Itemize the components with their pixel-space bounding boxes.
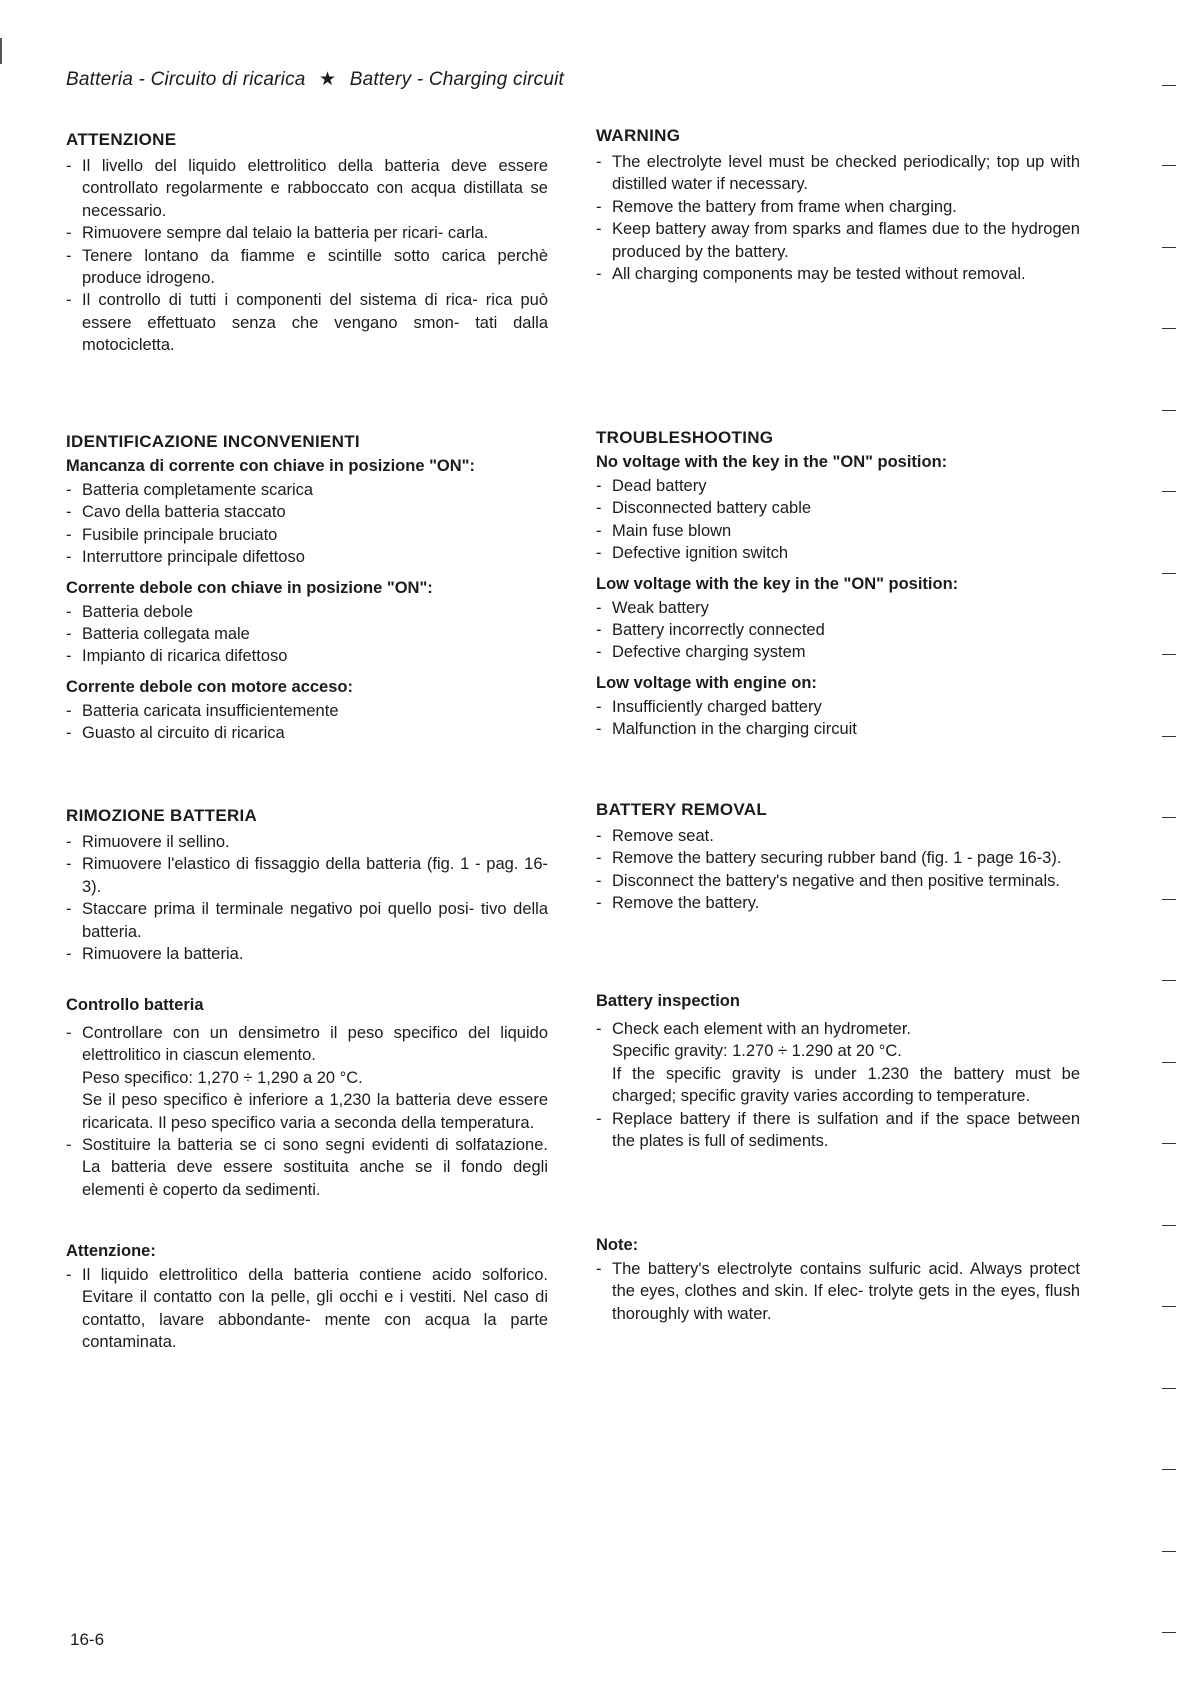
attention-list [66,155,548,357]
list-item: - Rimuovere sempre dal telaio la batteria per ricari- carla. [66,222,548,244]
list-item: - All charging components may be tested without removal. [596,263,1080,285]
section-title: IDENTIFICAZIONE INCONVENIENTI [66,432,360,451]
symptom-group [596,674,1080,741]
list-item: - Batteria collegata male [66,623,548,645]
margin-tick [1162,165,1176,166]
symptom-group [596,453,1080,565]
list-item: - Il livello del liquido elettrolitico della batteria deve essere controllato regolarmente e rabboccato con acqua distillata se necessario. [66,155,548,222]
section-title: Note: [596,1236,639,1254]
margin-tick [1162,573,1176,574]
symptom-group [66,678,548,745]
list-item: - Batteria caricata insufficientemente [66,700,548,722]
list-item: - Staccare prima il terminale negativo poi quello posi- tivo della batteria. [66,898,548,943]
list-item: - Dead battery [596,475,1080,497]
symptom-group [596,575,1080,664]
list-item: - Interruttore principale difettoso [66,546,548,568]
inspection-detail: Se il peso specifico è inferiore a 1,230 la batteria deve essere ricaricata. Il peso specifico varia a seconda della temperatura. [82,1091,548,1132]
section-title: Attenzione: [66,1242,156,1260]
note-list [66,1264,548,1354]
margin-tick [1162,1306,1176,1307]
list-item: - Defective ignition switch [596,542,1080,564]
troubleshooting-section [596,428,1080,741]
margin-tick [1162,736,1176,737]
list-item: - Battery incorrectly connected [596,619,1080,641]
margin-tick [1162,817,1176,818]
list-item: - Batteria debole [66,601,548,623]
list-item: - Controllare con un densimetro il peso specifico del liquido elettrolitico in ciascun elemento. [66,1022,548,1067]
list-item: - Rimuovere il sellino. [66,831,548,853]
inspection-detail: If the specific gravity is under 1.230 the battery must be charged; specific gravity varies according to temperature. [612,1064,1080,1106]
inspection-section [66,996,548,1201]
list-item: - Disconnect the battery's negative and then positive terminals. [596,870,1080,892]
header-title-english: Battery - Charging circuit [349,69,565,90]
symptom-title: Corrente debole con motore acceso: [66,677,353,696]
note-list [596,1258,1080,1325]
note-section [596,1236,1080,1325]
symptom-title: No voltage with the key in the "ON" position: [596,453,948,471]
symptom-list [66,700,548,745]
list-item: - Fusibile principale bruciato [66,524,548,546]
margin-tick [1162,1143,1176,1144]
inspection-section [596,992,1080,1152]
removal-list [66,831,548,965]
section-title: RIMOZIONE BATTERIA [66,806,258,825]
margin-tick [1162,328,1176,329]
troubleshooting-section [66,432,548,745]
list-item: - Check each element with an hydrometer. [596,1018,1080,1040]
list-item: - The electrolyte level must be checked periodically; top up with distilled water if necessary. [596,151,1080,196]
star-icon: ★ [319,69,337,90]
section-title: WARNING [596,126,681,145]
margin-tick [1162,491,1176,492]
list-item: - Malfunction in the charging circuit [596,718,1080,740]
removal-section [66,806,548,965]
list-item: - Weak battery [596,597,1080,619]
list-item: - The battery's electrolyte contains sulfuric acid. Always protect the eyes, clothes and skin. If elec- trolyte gets in the eyes, flush thoroughly with water. [596,1258,1080,1325]
attention-section [596,126,1080,285]
margin-tick [1162,1551,1176,1552]
specific-gravity-line: Peso specifico: 1,270 ÷ 1,290 a 20 °C. [82,1068,363,1087]
scan-edge-mark [0,38,2,64]
removal-section [596,800,1080,915]
list-item: - Cavo della batteria staccato [66,501,548,523]
note-section [66,1242,548,1354]
english-column [596,0,1080,1684]
symptom-title: Low voltage with engine on: [596,673,817,692]
symptom-group [66,457,548,569]
margin-tick [1162,1062,1176,1063]
margin-tick [1162,1469,1176,1470]
margin-tick [1162,247,1176,248]
list-item: - Tenere lontano da fiamme e scintille sotto carica perchè produce idrogeno. [66,245,548,290]
symptom-title: Mancanza di corrente con chiave in posizione "ON": [66,457,475,475]
margin-tick [1162,1632,1176,1633]
list-item: - Remove the battery from frame when charging. [596,196,1080,218]
symptom-list [596,597,1080,664]
symptom-list [66,479,548,569]
margin-tick [1162,899,1176,900]
section-title: BATTERY REMOVAL [596,800,768,819]
specific-gravity-line: Specific gravity: 1.270 ÷ 1.290 at 20 °C. [612,1042,902,1061]
section-title: Controllo batteria [66,996,204,1014]
list-item: - Rimuovere la batteria. [66,943,548,965]
page-number: 16-6 [70,1630,105,1649]
list-item: - Replace battery if there is sulfation and if the space between the plates is full of sediments. [596,1108,1080,1153]
symptom-list [66,601,548,668]
attention-section [66,130,548,357]
inspection-list [66,1022,548,1201]
margin-tick [1162,1225,1176,1226]
list-item: - Impianto di ricarica difettoso [66,645,548,667]
margin-tick [1162,410,1176,411]
list-item: - Remove the battery. [596,892,1080,914]
list-item: - Remove the battery securing rubber band (fig. 1 - page 16-3). [596,847,1080,869]
margin-tick [1162,85,1176,86]
section-title: TROUBLESHOOTING [596,428,774,447]
margin-tick [1162,1388,1176,1389]
symptom-title: Corrente debole con chiave in posizione "ON": [66,578,433,597]
symptom-list [596,696,1080,741]
list-item: - Insufficiently charged battery [596,696,1080,718]
inspection-list [596,1018,1080,1152]
list-item: - Rimuovere l'elastico di fissaggio della batteria (fig. 1 - pag. 16-3). [66,853,548,898]
warning-list [596,151,1080,285]
section-title: Battery inspection [596,992,740,1010]
list-item: - Defective charging system [596,641,1080,663]
list-item: - Batteria completamente scarica [66,479,548,501]
symptom-group [66,579,548,668]
list-item: - Disconnected battery cable [596,497,1080,519]
list-item: - Guasto al circuito di ricarica [66,722,548,744]
margin-tick [1162,654,1176,655]
margin-tick [1162,980,1176,981]
list-item: - Main fuse blown [596,520,1080,542]
list-item: - Il liquido elettrolitico della batteria contiene acido solforico. Evitare il contatto con la pelle, gli occhi e i vestiti. Nel caso di contatto, lavare abbondante- mente con acqua la parte contaminata. [66,1264,548,1354]
list-item: - Keep battery away from sparks and flames due to the hydrogen produced by the battery. [596,218,1080,263]
section-title: ATTENZIONE [66,130,177,149]
list-item: - Sostituire la batteria se ci sono segni evidenti di solfatazione. La batteria deve essere sostituita anche se il fondo degli elementi è coperto da sedimenti. [66,1134,548,1201]
removal-list [596,825,1080,915]
list-item: - Il controllo di tutti i componenti del sistema di rica- rica può essere effettuato senza che vengano smon- tati dalla motocicletta. [66,289,548,356]
symptom-title: Low voltage with the key in the "ON" position: [596,574,959,593]
italian-column [66,0,548,1684]
list-item: - Remove seat. [596,825,1080,847]
symptom-list [596,475,1080,565]
header-title-italian: Batteria - Circuito di ricarica [66,69,306,90]
